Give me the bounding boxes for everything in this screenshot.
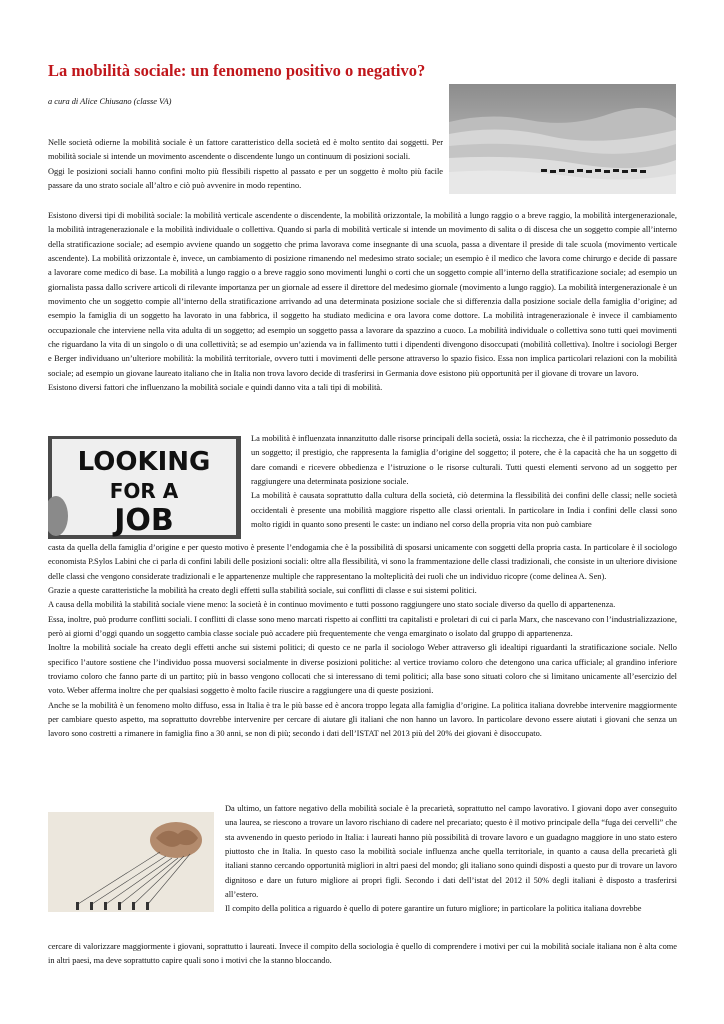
sign-text-line-3: JOB [114, 503, 174, 538]
section-factors-side [251, 432, 677, 532]
paragraph: Inoltre la mobilità sociale ha creato degli effetti anche sui sistemi politici; di questo ce ne parla il sociologo Weber attraverso gli idealtipi riguardanti la stratificazione sociale. Nello specifico l’autore sostiene che l’individuo possa muoversi socialmente in diverse posizioni politiche: al vertice troviamo coloro che detengono una carica ufficiale; al grandino inferiore troviamo coloro che fanno parte di un partito; più in basso vengono collocati che si interessano di temi politici; alla base sono situati coloro che si limitano unicamente all’esercizio del voto. Weber afferma inoltre che per qualsiasi soggetto è molto facile riuscire a raggiungere una di queste posizioni. [48, 643, 677, 696]
sign-text-line-1: LOOKING [77, 447, 211, 477]
desert-caravan-photo [449, 84, 676, 194]
paragraph: La mobilità è influenzata innanzitutto dalle risorse principali della società, ossia: la ricchezza, che è il patrimonio posseduto da un soggetto; il prestigio, che rappresenta la famiglia d’origine del soggetto; il potere, che è la capacità che ha un soggetto di dare comandi e ricevere obbedienza e l’istruzione o le risorse culturali. Tutti questi elementi servono ad un soggetto per raggiungere una determinata posizione sociale. [251, 434, 677, 487]
paragraph: Nelle società odierne la mobilità sociale è un fattore caratteristico della società ed è molto sentito dai soggetti. Per mobilità sociale si intende un movimento ascendente o discendente lungo un continuum di posizioni sociali. [48, 138, 443, 162]
article-title: La mobilità sociale: un fenomeno positivo o negativo? [48, 61, 426, 80]
paragraph: Anche se la mobilità è un fenomeno molto diffuso, essa in Italia è tra le più basse ed è ancora troppo legata alla famiglia d’origine. La politica italiana dovrebbe intervenire maggiormente per cambiare questo aspetto, ma soprattutto dovrebbe intervenire per cercare di aiutare gli italiani che non hanno un lavoro. In particolare devono essere aiutati i giovani che senza un lavoro sono costretti a rimanere in famiglia fino a 30 anni, se non di più; secondo i dati dell’ISTAT nel 2013 più del 20% dei giovani è disoccupato. [48, 700, 677, 739]
paragraph: Il compito della politica a riguardo è quello di potere garantire un futuro migliore; in particolare la politica italiana dovrebbe [225, 904, 642, 914]
paragraph: Oggi le posizioni sociali hanno confini molto più flessibili rispetto al passato e per un soggetto è molto più facile passare da uno strato sociale all’altro e ciò può avvenire in modo repentino. [48, 166, 443, 191]
looking-for-a-job-photo [48, 436, 241, 539]
paragraph: Grazie a queste caratteristiche la mobilità ha creato degli effetti sulla stabilità sociale, sui conflitti di classe e sui sistemi politici. [48, 586, 477, 596]
article-page [48, 0, 677, 1024]
section-precarity-side [225, 802, 677, 917]
paragraph: Esistono diversi tipi di mobilità sociale: la mobilità verticale ascendente o discendente, la mobilità orizzontale, la mobilità a lungo raggio o a breve raggio, la mobilità intergenerazionale, la mobilità intragenerazionale e la mobilità individuale o collettiva. Quando si parla di mobilità verticale si intende un movimento di salita o di discesa che un soggetto compie all’interno della stratificazione sociale; ad esempio avviene quando un soggetto che prima lavorava come insegnante di una scuola, passa a diventare il preside di tale scuola (movimento verticale ascendente). La mobilità orizzontale è, invece, un cambiamento di posizione rimanendo nel medesimo strato sociale; un esempio è il medico che lavora come chirurgo e decide di passare a lavorare come medico di base. La mobilità a lungo raggio o a breve raggio sono movimenti lunghi o corti che un soggetto compie all’interno della stratificazione sociale; ad esempio un giornalista passa dallo scrivere articoli di rilevante importanza per un giornale ad essere il direttore del medesimo giornale (movimento a lungo raggio). La mobilità intergenerazionale è un movimento che un soggetto compie all’interno della stratificazione arrivando ad una determinata posizione sociale che si differenzia dalla posizione sociale della famiglia d’origine; ad esempio la famiglia di un soggetto ha lavorato in una fabbrica, il soggetto ha studiato medicina e ora lavora come dottore. La mobilità intragenerazionale è invece il cambiamento occupazionale che interviene nella vita adulta di un soggetto; ad esempio un soggetto passa a lavorare da spazzino a cuoco. La mobilità individuale o collettiva sono tutti quei movimenti che riguardano la vita di un singolo o di una collettività; se ad esempio un’azienda va in fallimento tutti i dipendenti divengono disoccupati (mobilità collettiva). Inoltre i sociologi Berger e Berger individuano un’ulteriore mobilità: la mobilità territoriale, ovvero tutti i movimenti delle persone attraverso lo spazio fisico. Essa non implica particolari relazioni con la mobilità sociale; ad esempio un giovane laureato italiano che in Italia non trova lavoro decide di trasferirsi in Germania dove esistono più opportunità per il giovane di trovare un lavoro. [48, 211, 677, 378]
paragraph: Da ultimo, un fattore negativo della mobilità sociale è la precarietà, soprattutto nel campo lavorativo. I giovani dopo aver conseguito una laurea, se riescono a trovare un lavoro rischiano di cadere nel precariato; questo è il motivo principale della “fuga dei cervelli” che sta avvenendo in questo periodo in Italia: i laureati hanno più possibilità di trovare lavoro e un guadagno maggiore in uno stato estero piuttosto che in Italia. In questo caso la mobilità sociale influenza anche quella territoriale, in quanto a causa della precarietà gli italiani stanno cercando opportunità migliori in altri paesi del mondo; gli italiano sono quindi disposti a questo pur di trovare un lavoro dignitoso e dare un futuro migliore ai propri figli. Secondo i dati dell’istat del 2012 il 50% degli italiani è disposto a trasferirsi all’estero. [225, 804, 677, 900]
section-intro [48, 136, 443, 193]
brain-balloon-illustration [48, 812, 214, 912]
paragraph: casta da quella della famiglia d’origine e per questo motivo è presente l’endogamia che è la possibilità di sposarsi unicamente con soggetti della propria casta. In particolare è il sociologo economista P.Sylos Labini che ci parla di confini labili delle posizioni sociali: oltre alla flessibilità, vi sono la frammentazione delle classi tradizionali, che consiste in un ulteriore divisione delle classi che vengono considerate tradizionali e le appartenenze multiple che rappresentano la molteplicità dei ruoli che un individuo ricopre (come delinea A. Sen). [48, 543, 677, 581]
paragraph: Esistono diversi fattori che influenzano la mobilità sociale e quindi danno vita a tali tipi di mobilità. [48, 383, 383, 393]
paragraph: cercare di valorizzare maggiormente i giovani, soprattutto i laureati. Invece il compito della sociologia è quello di comprendere i motivi per cui la mobilità sociale italiana non è alta come in altri paesi, ma deve soprattutto capire quali sono i motivi che la stanno bloccando. [48, 942, 677, 966]
section-effects [48, 541, 677, 742]
article-byline: a cura di Alice Chiusano (classe VA) [48, 97, 172, 106]
section-types [48, 209, 677, 395]
paragraph: La mobilità è causata soprattutto dalla cultura della società, ciò determina la flessibilità dei confini delle classi; nelle società occidentali è presente una mobilità maggiore rispetto alle classi orientali. In particolare in India i confini delle classi sono molto rigidi in quanto sono presenti le caste: un indiano nel corso della propria vita non può cambiare [251, 491, 677, 530]
paragraph: A causa della mobilità la stabilità sociale viene meno: la società è in continuo movimento e tutti possono raggiungere uno stato sociale diverso da quello di appartenenza. [48, 600, 616, 610]
section-conclusion [48, 940, 677, 969]
sign-text-line-2: FOR A [109, 479, 179, 503]
paragraph: Essa, inoltre, può produrre conflitti sociali. I conflitti di classe sono meno marcati rispetto ai conflitti tra capitalisti e proletari di cui ci parla Marx, che nascevano con l’industrializzazione, però ai giorni d’oggi quando un soggetto cambia classe sociale può accadere più frequentemente che venga emarginato o isolato dal gruppo di appartenenza. [48, 614, 677, 639]
